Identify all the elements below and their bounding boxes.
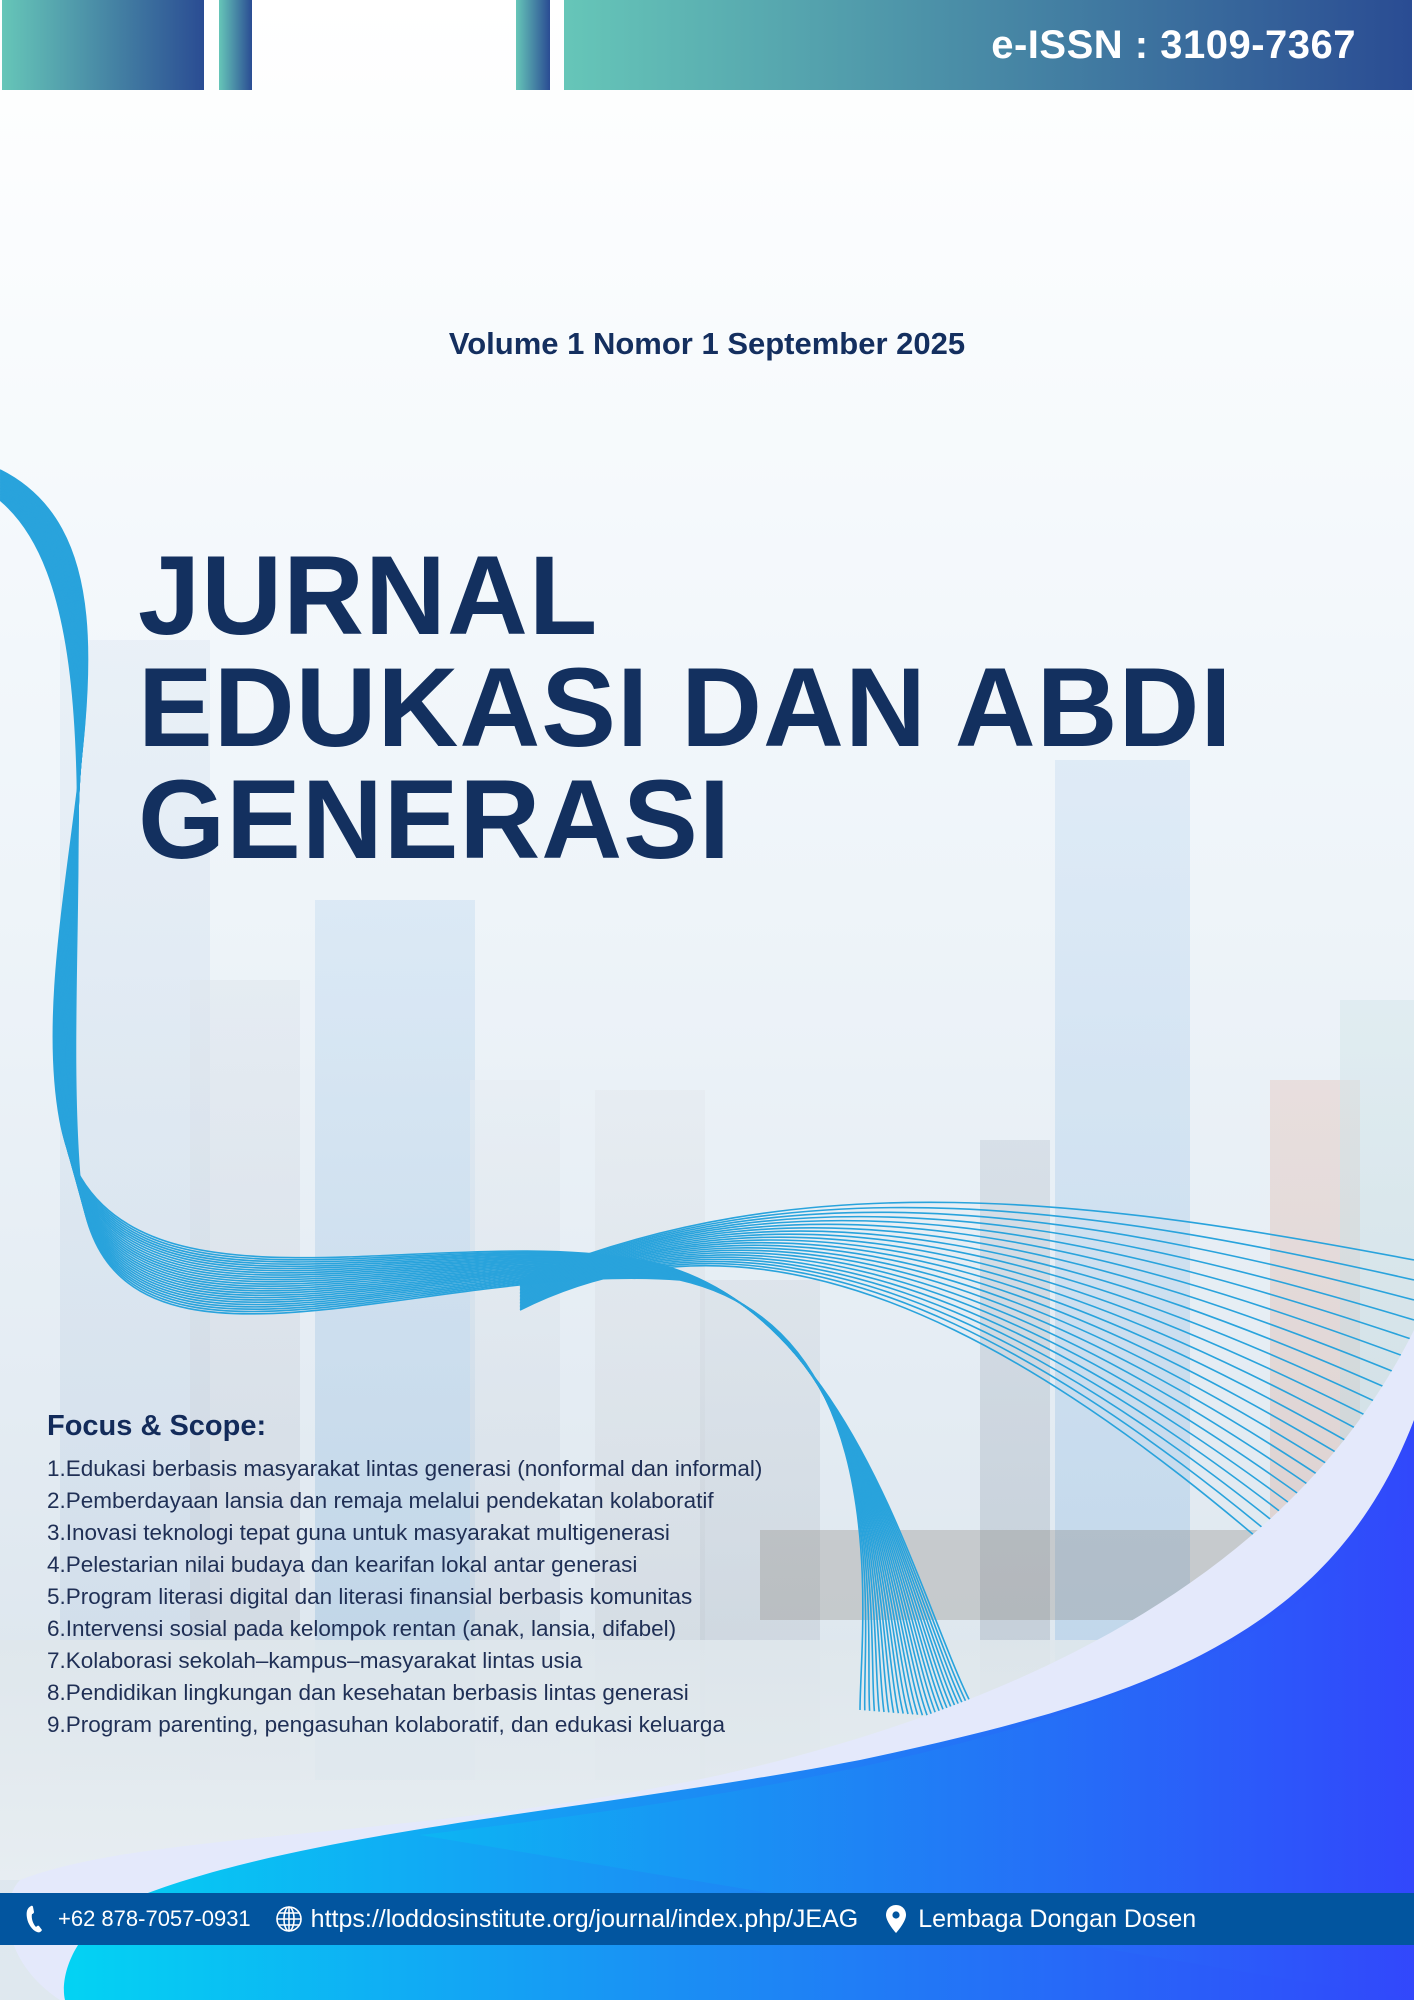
focus-scope-item: 9.Program parenting, pengasuhan kolaboratif, dan edukasi keluarga: [47, 1712, 725, 1737]
contact-phone: [22, 1904, 251, 1934]
focus-scope-item: 8.Pendidikan lingkungan dan kesehatan berbasis lintas generasi: [47, 1680, 689, 1705]
header-decor-block: [516, 0, 550, 90]
focus-scope-heading: Focus & Scope:: [47, 1410, 267, 1442]
header-decor-block: [219, 0, 252, 90]
focus-scope-list: [47, 1453, 762, 1741]
focus-scope-item: 6.Intervensi sosial pada kelompok rentan (anak, lansia, difabel): [47, 1616, 677, 1641]
contact-website[interactable]: [275, 1904, 859, 1934]
issn-banner: [564, 0, 1412, 90]
header-decor-block: [2, 0, 204, 90]
phone-icon: [22, 1904, 50, 1934]
focus-scope-section: [47, 1410, 762, 1741]
globe-icon: [275, 1904, 303, 1934]
focus-scope-item: 3.Inovasi teknologi tepat guna untuk masyarakat multigenerasi: [47, 1520, 670, 1545]
focus-scope-item: 5.Program literasi digital dan literasi finansial berbasis komunitas: [47, 1584, 693, 1609]
focus-scope-item: 4.Pelestarian nilai budaya dan kearifan lokal antar generasi: [47, 1552, 638, 1577]
journal-title-line-1: JURNAL: [138, 533, 599, 658]
phone-number: +62 878-7057-0931: [58, 1906, 251, 1931]
contact-footer-bar: [0, 1893, 1414, 1945]
focus-scope-item: 7.Kolaborasi sekolah–kampus–masyarakat lintas usia: [47, 1648, 583, 1673]
journal-title: [138, 533, 1233, 882]
focus-scope-item: 1.Edukasi berbasis masyarakat lintas generasi (nonformal dan informal): [47, 1456, 763, 1481]
issn-number: e-ISSN : 3109-7367: [991, 22, 1356, 67]
journal-title-line-3: GENERASI: [138, 757, 731, 882]
issue-volume: Volume 1 Nomor 1 September 2025: [448, 326, 966, 361]
focus-scope-item: 2.Pemberdayaan lansia dan remaja melalui pendekatan kolaboratif: [47, 1488, 714, 1513]
website-link[interactable]: https://loddosinstitute.org/journal/index.php/JEAG: [310, 1904, 859, 1933]
organization-name: Lembaga Dongan Dosen: [918, 1904, 1197, 1933]
header-bar: [0, 0, 1414, 90]
map-pin-icon: [882, 1904, 910, 1934]
contact-organization: [882, 1904, 1196, 1934]
journal-title-line-2: EDUKASI DAN ABDI: [138, 645, 1233, 770]
